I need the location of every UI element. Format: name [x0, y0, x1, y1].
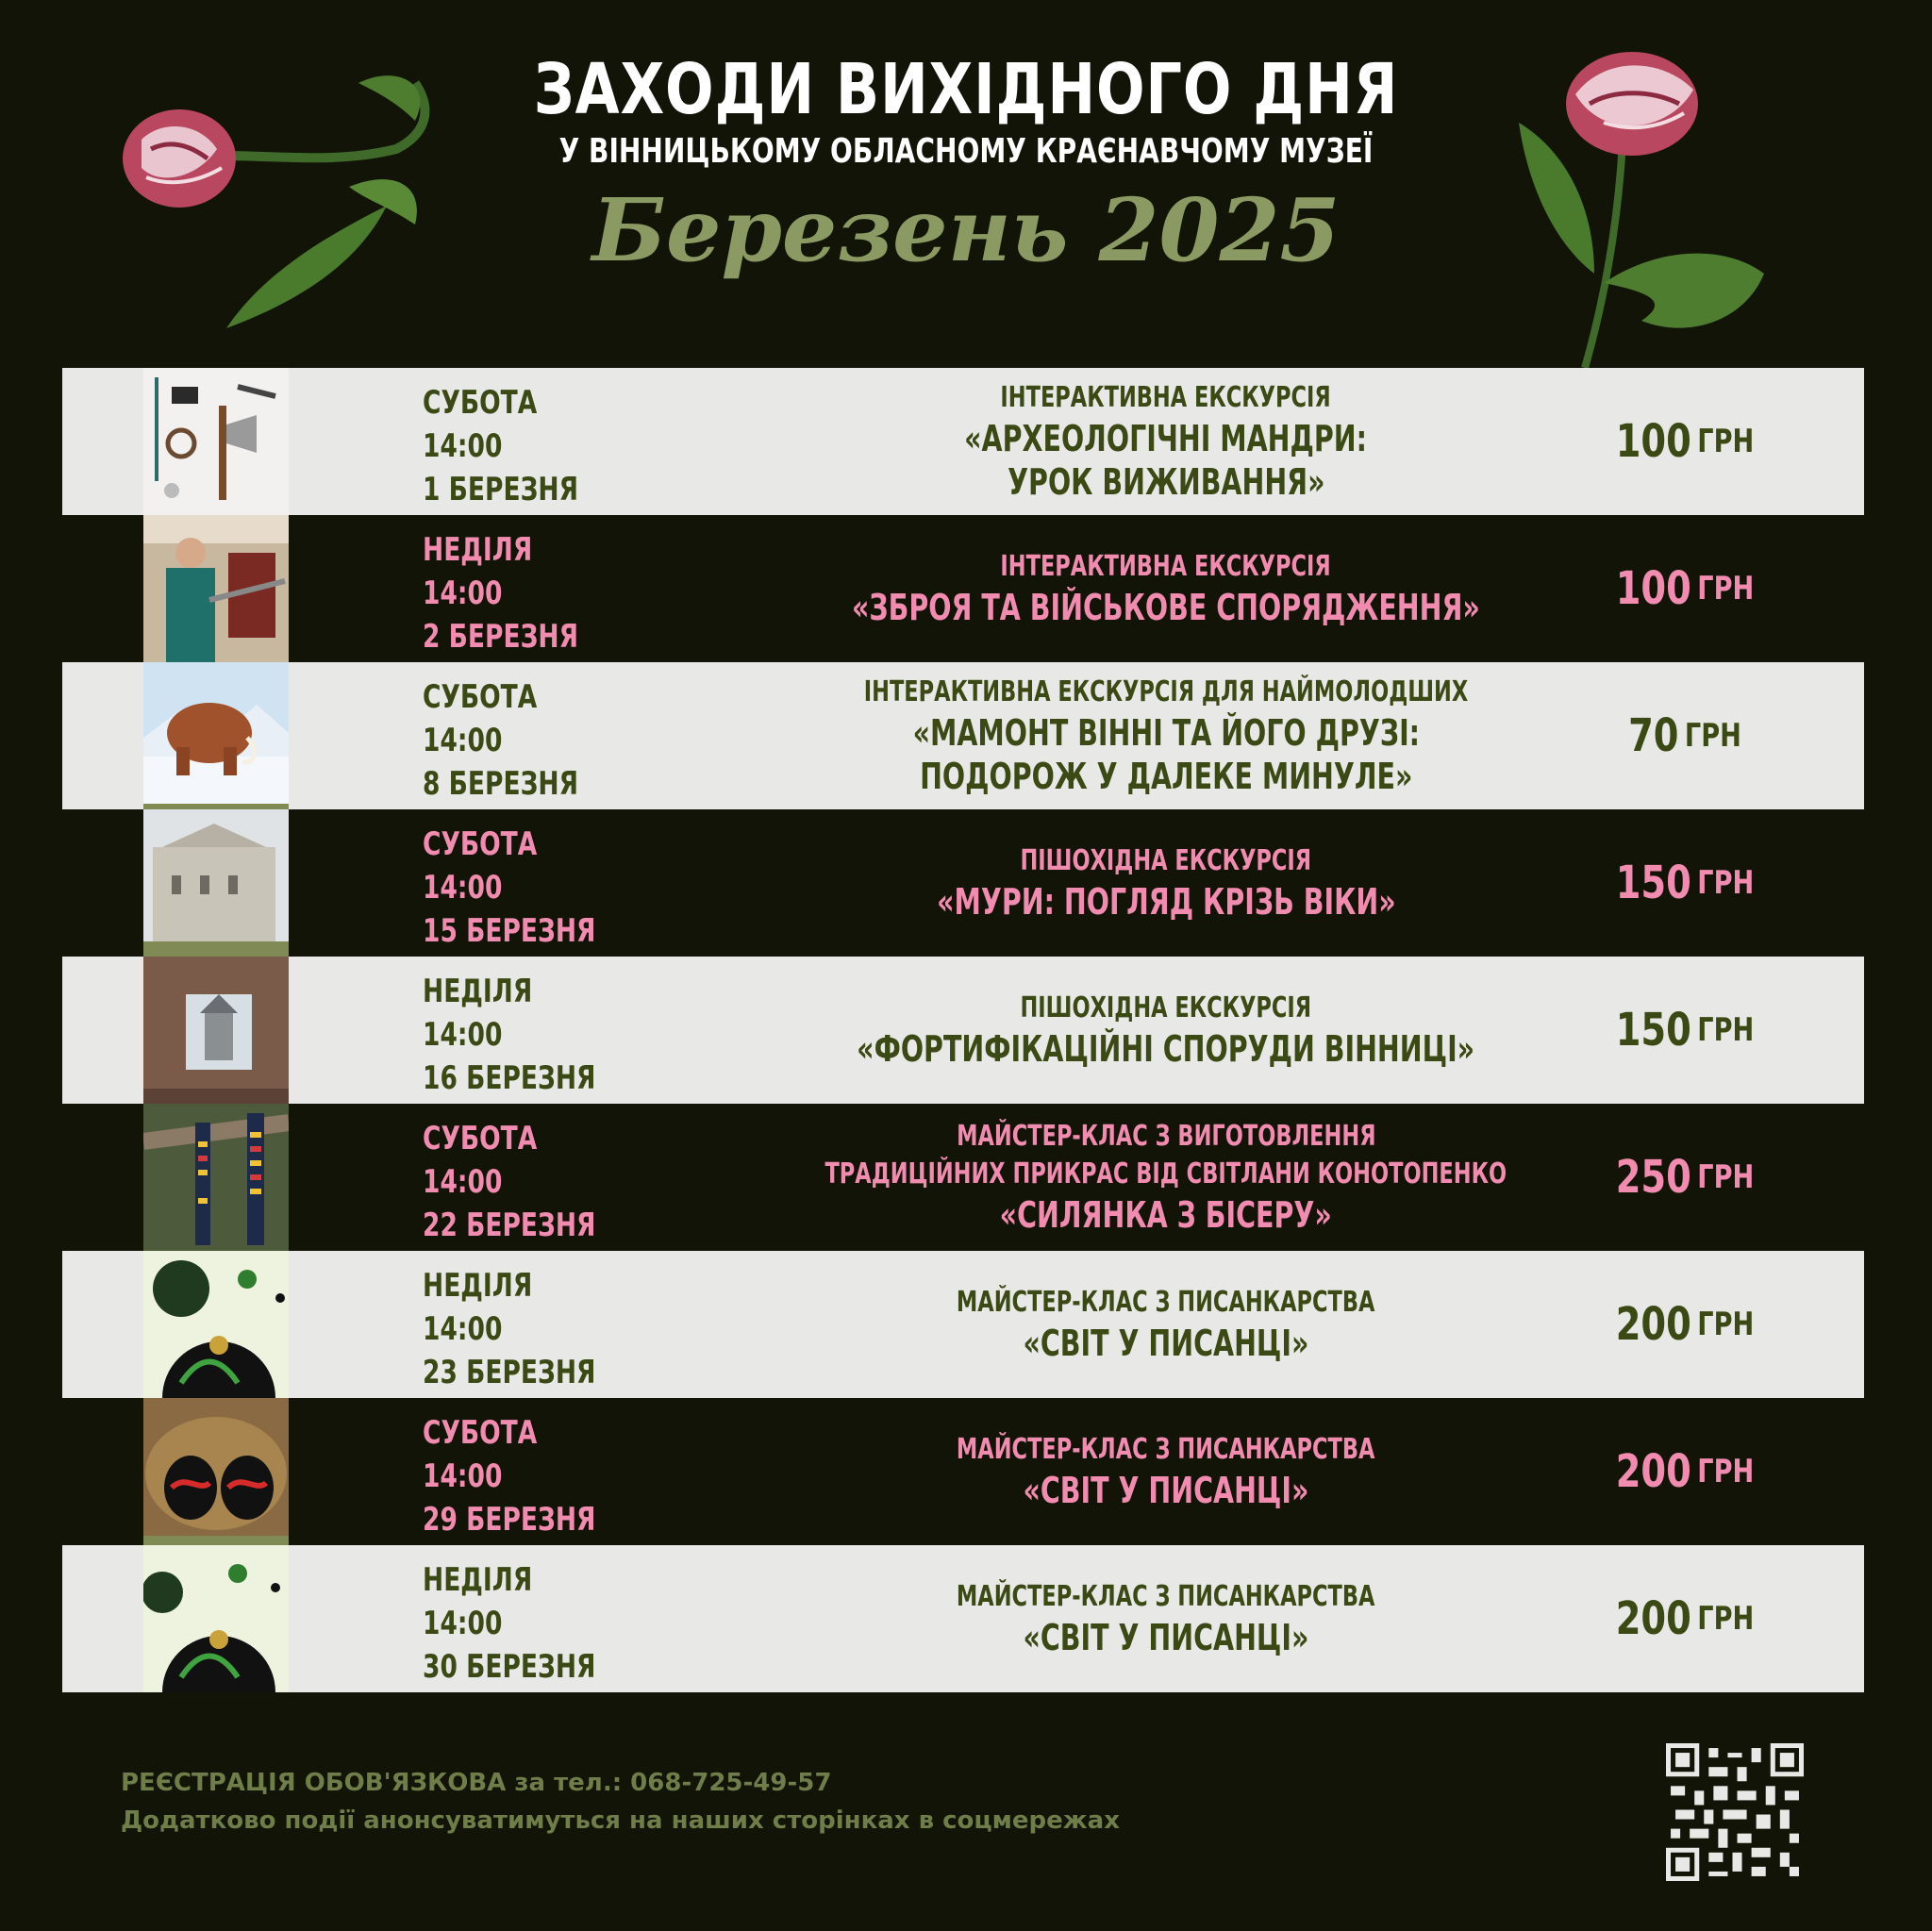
event-time: 14:00: [423, 722, 503, 759]
event-name: «АРХЕОЛОГІЧНІ МАНДРИ:: [964, 418, 1368, 459]
event-row: [62, 1398, 1864, 1545]
price-value: 200: [1615, 1298, 1691, 1351]
qr-code-icon[interactable]: [1666, 1743, 1804, 1881]
event-name: «СИЛЯНКА З БІСЕРУ»: [999, 1194, 1333, 1236]
event-time: 14:00: [423, 1163, 503, 1201]
price-value: 100: [1615, 562, 1691, 615]
event-price: [1609, 662, 1760, 809]
event-kind: ІНТЕРАКТИВНА ЕКСКУРСІЯ: [1000, 550, 1332, 583]
event-name: «СВІТ У ПИСАНЦІ»: [1023, 1323, 1309, 1364]
event-when: [423, 1264, 614, 1394]
event-row: [62, 957, 1864, 1104]
event-kind: МАЙСТЕР-КЛАС З ВИГОТОВЛЕННЯ: [956, 1120, 1376, 1153]
page-subtitle: У ВІННИЦЬКОМУ ОБЛАСНОМУ КРАЄНАВЧОМУ МУЗЕЇ: [558, 132, 1374, 171]
event-kind: ІНТЕРАКТИВНА ЕКСКУРСІЯ ДЛЯ НАЙМОЛОДШИХ: [863, 675, 1469, 708]
event-name: ПОДОРОЖ У ДАЛЕКЕ МИНУЛЕ»: [919, 756, 1413, 797]
mammoth-image: [143, 662, 289, 809]
price-value: 100: [1615, 415, 1691, 468]
event-name: «МУРИ: ПОГЛЯД КРІЗЬ ВІКИ»: [936, 881, 1396, 923]
month-heading: Березень 2025: [591, 179, 1341, 281]
price-value: 200: [1615, 1445, 1691, 1498]
event-day: НЕДІЛЯ: [423, 1561, 533, 1599]
registration-note: РЕЄСТРАЦІЯ ОБОВ'ЯЗКОВА за тел.: 068-725-49-57: [121, 1769, 832, 1797]
event-day: СУБОТА: [423, 825, 538, 863]
event-description: [741, 515, 1591, 662]
event-time: 14:00: [423, 427, 503, 465]
event-row: [62, 809, 1864, 957]
event-row: [62, 515, 1864, 662]
price-currency: ГРН: [1697, 1011, 1755, 1049]
price-currency: ГРН: [1684, 717, 1741, 755]
guide-with-weapon-image: [143, 515, 289, 662]
event-kind: ТРАДИЦІЙНИХ ПРИКРАС ВІД СВІТЛАНИ КОНОТОПЕНКО: [824, 1157, 1507, 1190]
event-day: НЕДІЛЯ: [423, 531, 533, 569]
price-value: 150: [1615, 857, 1691, 909]
beadwork-image: [143, 1104, 289, 1251]
event-time: 14:00: [423, 574, 503, 612]
event-name: «СВІТ У ПИСАНЦІ»: [1023, 1617, 1309, 1658]
event-date: 16 БЕРЕЗНЯ: [423, 1059, 596, 1097]
event-price: [1609, 1251, 1760, 1398]
pysanka-pattern-image: [143, 1251, 289, 1398]
event-date: 8 БЕРЕЗНЯ: [423, 765, 579, 803]
event-when: [423, 1411, 614, 1541]
event-when: [423, 823, 614, 953]
event-row: [62, 1251, 1864, 1398]
event-time: 14:00: [423, 1016, 503, 1054]
event-date: 22 БЕРЕЗНЯ: [423, 1207, 596, 1244]
event-name: «ЗБРОЯ ТА ВІЙСЬКОВЕ СПОРЯДЖЕННЯ»: [852, 587, 1480, 628]
event-name: УРОК ВИЖИВАННЯ»: [1007, 461, 1325, 503]
event-kind: ПІШОХІДНА ЕКСКУРСІЯ: [1020, 844, 1312, 877]
event-price: [1609, 368, 1760, 515]
event-price: [1609, 957, 1760, 1104]
event-date: 29 БЕРЕЗНЯ: [423, 1501, 596, 1539]
event-when: [423, 1117, 614, 1247]
event-kind: МАЙСТЕР-КЛАС З ПИСАНКАРСТВА: [957, 1286, 1375, 1319]
event-date: 1 БЕРЕЗНЯ: [423, 471, 579, 508]
event-day: НЕДІЛЯ: [423, 973, 533, 1010]
event-kind: МАЙСТЕР-КЛАС З ПИСАНКАРСТВА: [957, 1433, 1375, 1466]
event-description: [741, 1398, 1591, 1545]
price-value: 250: [1615, 1151, 1691, 1204]
event-time: 14:00: [423, 869, 503, 907]
event-description: [741, 662, 1591, 809]
event-description: [741, 1104, 1591, 1251]
event-name: «СВІТ У ПИСАНЦІ»: [1023, 1470, 1309, 1511]
price-currency: ГРН: [1697, 570, 1755, 608]
footer: [121, 1764, 1347, 1839]
event-time: 14:00: [423, 1310, 503, 1348]
price-currency: ГРН: [1697, 1158, 1755, 1196]
event-date: 15 БЕРЕЗНЯ: [423, 912, 596, 950]
event-kind: МАЙСТЕР-КЛАС З ПИСАНКАРСТВА: [957, 1580, 1375, 1613]
event-description: [741, 1251, 1591, 1398]
event-date: 30 БЕРЕЗНЯ: [423, 1648, 596, 1686]
event-price: [1609, 1545, 1760, 1692]
event-price: [1609, 1398, 1760, 1545]
event-day: СУБОТА: [423, 1120, 538, 1157]
event-name: «МАМОНТ ВІННІ ТА ЙОГО ДРУЗІ:: [912, 712, 1420, 754]
event-when: [423, 528, 614, 658]
price-currency: ГРН: [1697, 1306, 1755, 1343]
event-time: 14:00: [423, 1605, 503, 1642]
header: [0, 0, 1932, 358]
event-price: [1609, 1104, 1760, 1251]
fortification-window-image: [143, 957, 289, 1104]
event-description: [741, 957, 1591, 1104]
event-name: «ФОРТИФІКАЦІЙНІ СПОРУДИ ВІННИЦІ»: [857, 1028, 1475, 1070]
event-price: [1609, 515, 1760, 662]
price-currency: ГРН: [1697, 1600, 1755, 1638]
event-day: СУБОТА: [423, 384, 538, 422]
events-list: [62, 368, 1864, 1692]
event-when: [423, 970, 614, 1100]
event-description: [741, 809, 1591, 957]
event-when: [423, 381, 614, 511]
price-currency: ГРН: [1697, 864, 1755, 902]
event-row: [62, 662, 1864, 809]
event-day: СУБОТА: [423, 1414, 538, 1452]
old-building-image: [143, 809, 289, 957]
event-row: [62, 368, 1864, 515]
price-currency: ГРН: [1697, 423, 1755, 460]
pysanka-pattern-image: [143, 1545, 289, 1692]
price-value: 150: [1615, 1004, 1691, 1057]
event-description: [741, 1545, 1591, 1692]
pysanky-basket-image: [143, 1398, 289, 1545]
archaeology-tools-image: [143, 368, 289, 515]
event-row: [62, 1545, 1864, 1692]
social-note: Додатково події анонсуватимуться на наших сторінках в соцмережах: [121, 1806, 1120, 1835]
event-row: [62, 1104, 1864, 1251]
event-kind: ІНТЕРАКТИВНА ЕКСКУРСІЯ: [1000, 381, 1332, 414]
event-when: [423, 675, 614, 806]
price-currency: ГРН: [1697, 1453, 1755, 1490]
event-when: [423, 1558, 614, 1689]
event-day: СУБОТА: [423, 678, 538, 716]
event-time: 14:00: [423, 1457, 503, 1495]
event-description: [741, 368, 1591, 515]
event-date: 23 БЕРЕЗНЯ: [423, 1354, 596, 1391]
price-value: 200: [1615, 1592, 1691, 1645]
event-day: НЕДІЛЯ: [423, 1267, 533, 1305]
event-date: 2 БЕРЕЗНЯ: [423, 618, 579, 656]
event-price: [1609, 809, 1760, 957]
event-kind: ПІШОХІДНА ЕКСКУРСІЯ: [1020, 991, 1312, 1024]
page-title: ЗАХОДИ ВИХІДНОГО ДНЯ: [533, 49, 1399, 130]
price-value: 70: [1628, 709, 1679, 762]
